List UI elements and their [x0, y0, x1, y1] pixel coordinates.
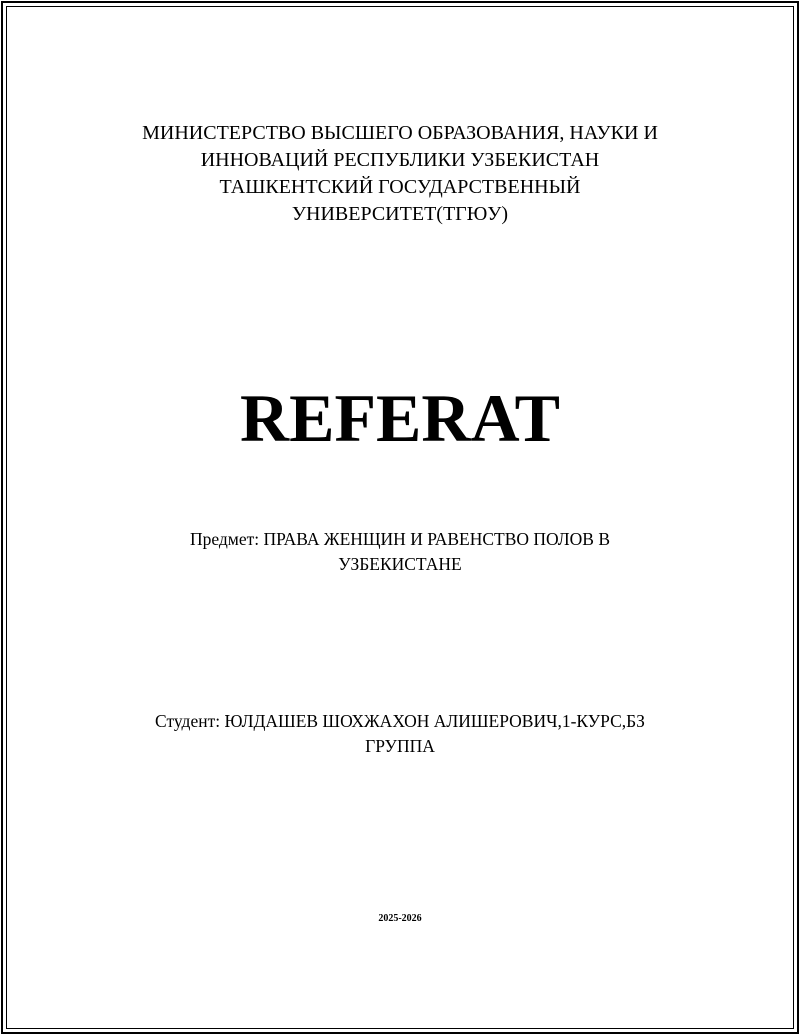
ministry-line-2: ИННОВАЦИЙ РЕСПУБЛИКИ УЗБЕКИСТАН	[200, 149, 600, 171]
ministry-line-4: УНИВЕРСИТЕТ(ТГЮУ)	[291, 203, 509, 225]
student-text	[130, 709, 670, 759]
ministry-line-3: ТАШКЕНТСКИЙ ГОСУДАРСТВЕННЫЙ	[219, 176, 581, 198]
student-value: ЮЛДАШЕВ ШОХЖАХОН АЛИШЕРОВИЧ,1-КУРС,БЗ ГРУППА	[224, 711, 645, 756]
student-label: Студент:	[155, 711, 221, 731]
subject-label: Предмет:	[189, 529, 260, 549]
ministry-header	[0, 120, 800, 228]
subject-value: ПРАВА ЖЕНЩИН И РАВЕНСТВО ПОЛОВ В УЗБЕКИСТАНЕ	[263, 529, 611, 574]
subject-text	[165, 527, 635, 577]
document-title: REFERAT	[240, 380, 560, 456]
student-section	[0, 709, 800, 759]
ministry-line-1: МИНИСТЕРСТВО ВЫСШЕГО ОБРАЗОВАНИЯ, НАУКИ И	[142, 122, 658, 144]
subject-section	[0, 527, 800, 577]
academic-year: 2025-2026	[378, 913, 422, 924]
